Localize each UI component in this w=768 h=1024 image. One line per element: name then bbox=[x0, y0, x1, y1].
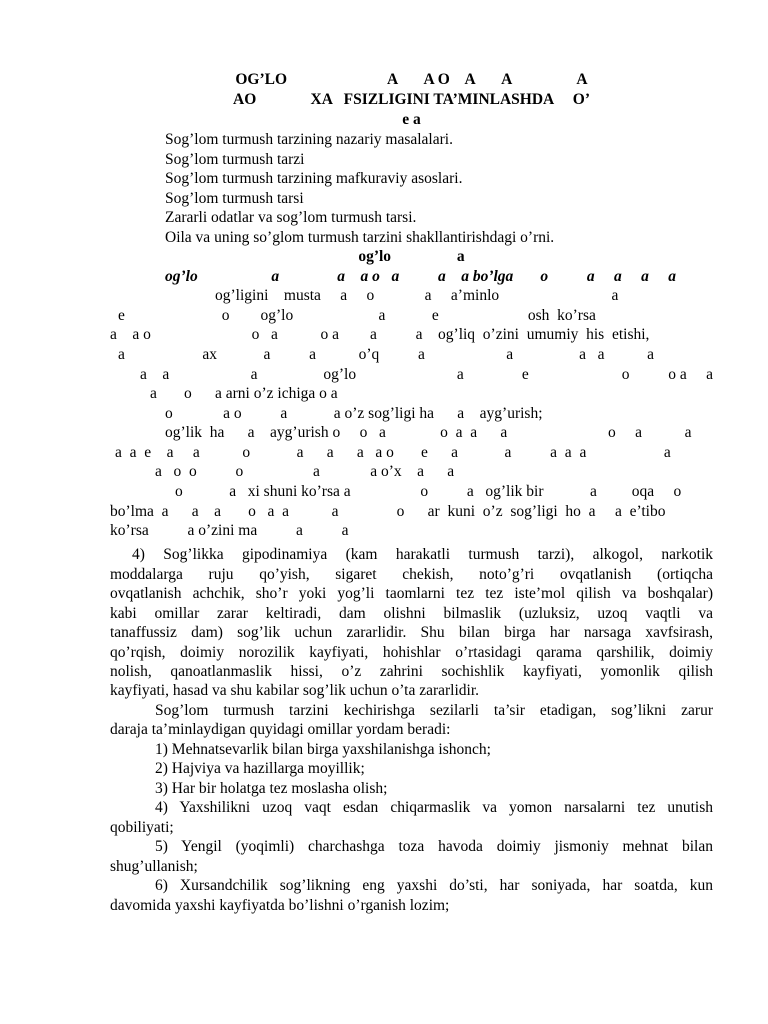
list-item: 4) Yaxshilikni uzoq vaqt esdan chiqarmaslik va yomon narsalarni tez unutish bbox=[155, 799, 713, 816]
list-item: 3) Har bir holatga tez moslasha olish; bbox=[155, 780, 388, 797]
fragment-line: a o o o a a o’x a a bbox=[155, 463, 455, 480]
fragment-line: o a o a a o’z sog’ligi ha a ayg’urish; bbox=[165, 405, 543, 422]
document-title-line-1: OG’LO A A O A A A bbox=[235, 71, 588, 88]
fragment-line: a a o o a o a a a og’liq o’zini umumiy his etishi, bbox=[110, 326, 650, 343]
topic-item: Sog’lom turmush tarzining nazariy masalalari. bbox=[165, 131, 453, 148]
paragraph-line: daraja ta’minlaydigan quyidagi omillar yordam beradi: bbox=[110, 721, 451, 738]
fragment-line: og’lik ha a ayg’urish o o a o a a a o a a bbox=[165, 424, 692, 441]
paragraph-line: kabi omillar zarar keltiradi, dam olishni bilmaslik (uzluksiz, uzoq vaqtli va bbox=[110, 605, 713, 622]
list-item-continuation: qobiliyati; bbox=[110, 819, 174, 836]
list-item: 6) Xursandchilik sog’likning eng yaxshi do’sti, har soniyada, har soatda, kun bbox=[155, 877, 713, 894]
fragment-line: og’lo a a a o a a a bo’lga o a a a a bbox=[165, 268, 677, 285]
fragment-line: o a xi shuni ko’rsa a o a og’lik bir a oqa o bbox=[175, 483, 682, 500]
paragraph-line: kayfiyati, hasad va shu kabilar sog’lik uchun o’ta zararlidir. bbox=[110, 682, 480, 699]
fragment-line: a a e a a o a a a a o e a a a a a a bbox=[115, 444, 671, 461]
paragraph-line: Sog’lom turmush tarzini kechirishga sezilarli ta’sir etadigan, sog’likni zarur bbox=[155, 702, 713, 719]
fragment-line: a o a arni o’z ichiga o a bbox=[150, 385, 338, 402]
topic-item: Oila va uning so’glom turmush tarzini shakllantirishdagi o’rni. bbox=[165, 229, 555, 246]
topic-item: Sog’lom turmush tarzi bbox=[165, 151, 305, 168]
fragment-line: a a a og’lo a e o o a a bbox=[140, 366, 714, 383]
list-item: 2) Hajviya va hazillarga moyillik; bbox=[155, 760, 365, 777]
document-title-line-2: AO XA FSIZLIGINI TA’MINLASHDA O’ bbox=[233, 91, 590, 108]
list-item-continuation: davomida yaxshi kayfiyatda bo’lishni o’rganish lozim; bbox=[110, 897, 450, 914]
list-item-continuation: shug’ullanish; bbox=[110, 858, 198, 875]
fragment-line: a ax a a o’q a a a a a bbox=[118, 346, 654, 363]
list-item: 1) Mehnatsevarlik bilan birga yaxshilanishga ishonch; bbox=[155, 741, 491, 758]
topic-item: Sog’lom turmush tarzining mafkuraviy asoslari. bbox=[165, 170, 463, 187]
topic-item: Sog’lom turmush tarsi bbox=[165, 190, 304, 207]
paragraph-line: nolish, qanoatlanmaslik hissi, o’z zahrini sochishlik kayfiyati, yomonlik qilish bbox=[110, 663, 713, 680]
paragraph-line: 4) Sog’likka gipodinamiya (kam harakatli turmush tarzi), alkogol, narkotik bbox=[132, 546, 713, 563]
section-heading: og’lo a bbox=[358, 248, 465, 265]
document-subtitle: e a bbox=[402, 111, 421, 128]
topic-item: Zararli odatlar va sog’lom turmush tarsi. bbox=[165, 209, 417, 226]
fragment-line: og’ligini musta a o a a’minlo a bbox=[215, 287, 619, 304]
paragraph-line: qo’rqish, doimiy norozilik kayfiyati, hohishlar o’rtasidagi qarama qarshilik, doimiy bbox=[110, 644, 713, 661]
paragraph-line: ovqatlanish achchik, sho’r yoki yog’li taomlarni tez tez iste’mol qilish va boshqalar) bbox=[110, 585, 713, 602]
paragraph-line: moddalarga ruju qo’yish, sigaret chekish, noto’g’ri ovqatlanish (ortiqcha bbox=[110, 566, 713, 583]
fragment-line: ko’rsa a o’zini ma a a bbox=[110, 522, 349, 539]
list-item: 5) Yengil (yoqimli) charchashga toza havoda doimiy jismoniy mehnat bilan bbox=[155, 838, 713, 855]
fragment-line: bo’lma a a a o a a a o ar kuni o’z sog’ligi ho a a e’tibo bbox=[110, 503, 666, 520]
fragment-line: e o og’lo a e osh ko’rsa bbox=[118, 307, 596, 324]
paragraph-line: tanaffussiz dam) sog’lik uchun zararlidir. Shu bilan birga har narsaga xavfsirash, bbox=[110, 624, 713, 641]
